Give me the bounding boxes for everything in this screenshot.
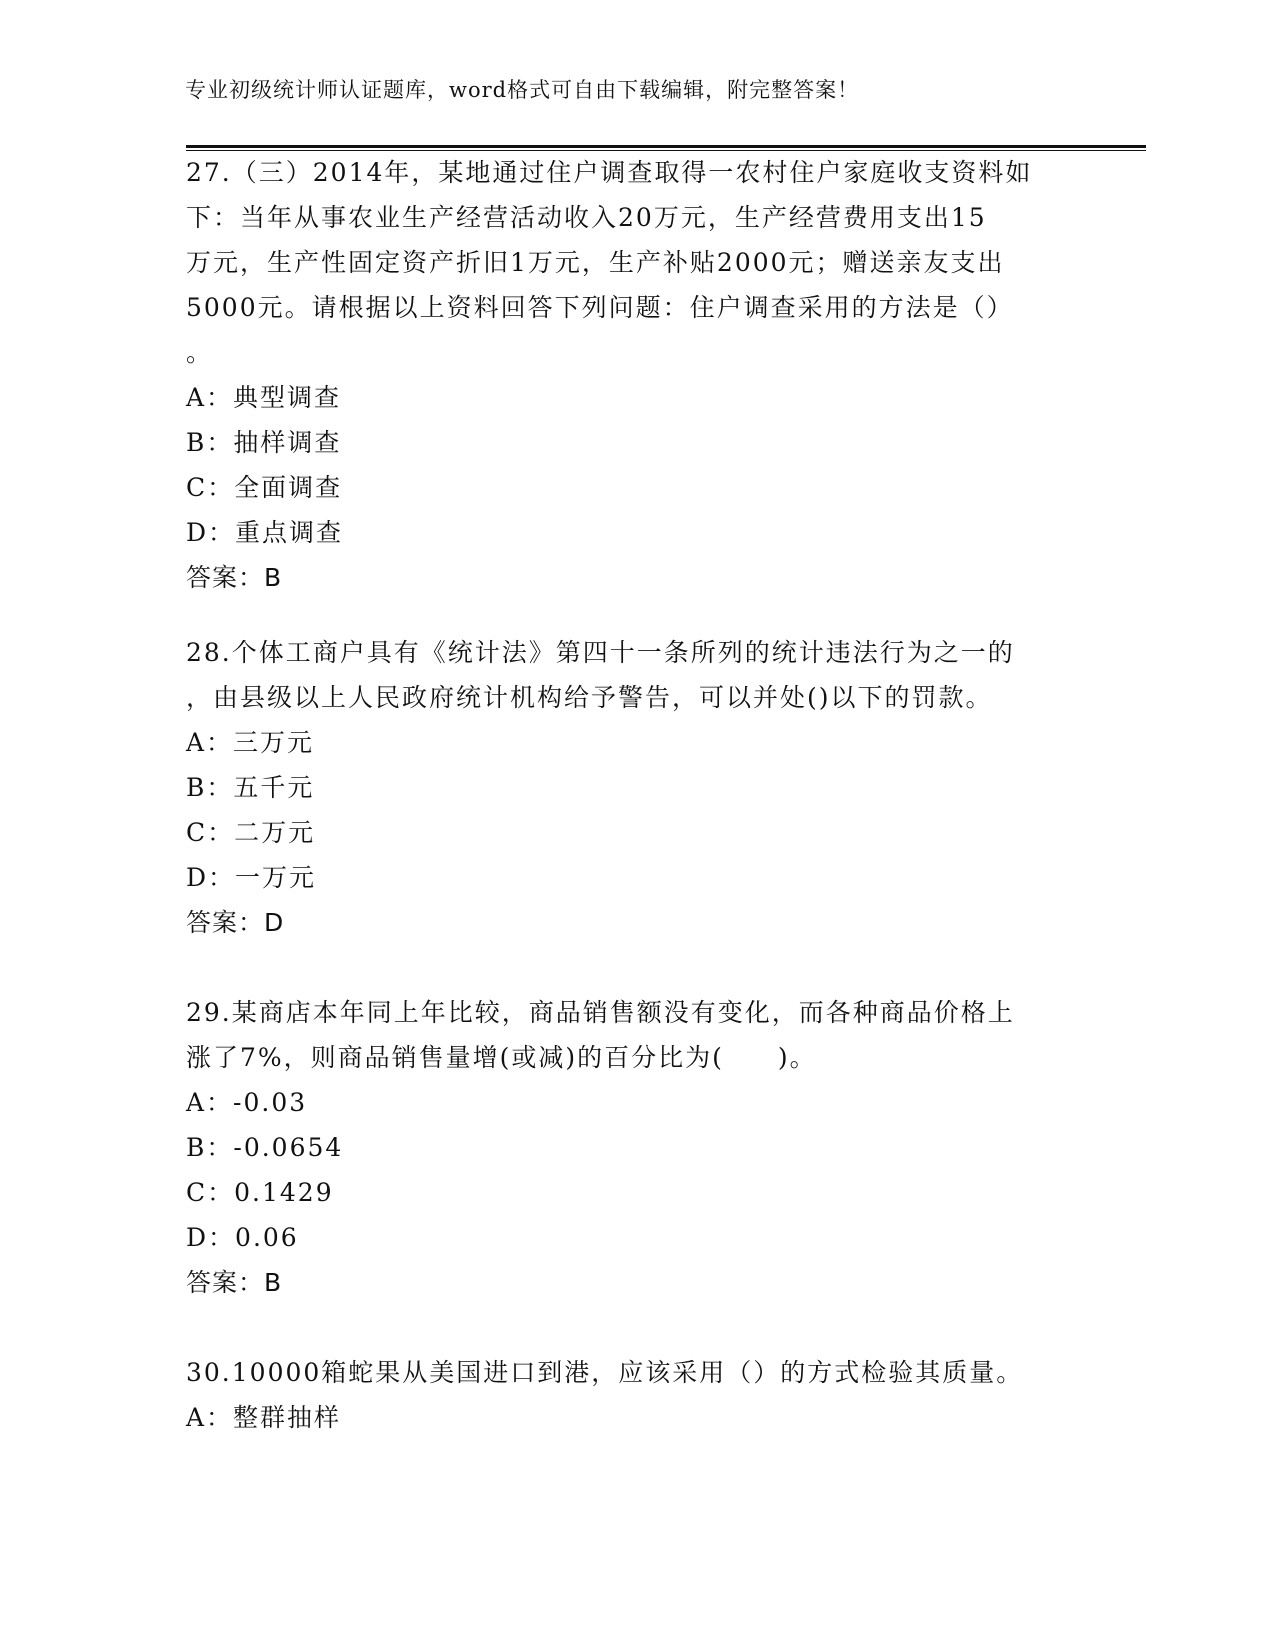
option-c: C：0.1429 — [186, 1178, 334, 1207]
question-text-line: 涨了7%，则商品销售量增(或减)的百分比为( )。 — [186, 1043, 817, 1072]
option-a: A：整群抽样 — [186, 1403, 342, 1432]
question-text-line: 万元，生产性固定资产折旧1万元，生产补贴2000元；赠送亲友支出 — [186, 248, 1005, 277]
option-d: D：一万元 — [186, 863, 317, 892]
question-28 — [186, 630, 1086, 945]
option-a: A：典型调查 — [186, 383, 342, 412]
option-d: D：重点调查 — [186, 518, 344, 547]
question-text-line: ，由县级以上人民政府统计机构给予警告，可以并处()以下的罚款。 — [186, 683, 993, 712]
option-a: A：三万元 — [186, 728, 315, 757]
option-b: B：抽样调查 — [186, 428, 342, 457]
question-27 — [186, 150, 1086, 600]
question-text-line: 。 — [186, 338, 214, 367]
page-header: 专业初级统计师认证题库，word格式可自由下载编辑，附完整答案！ — [185, 78, 860, 102]
question-29 — [186, 990, 1086, 1305]
option-b: B：-0.0654 — [186, 1133, 344, 1162]
question-text-line: 下：当年从事农业生产经营活动收入20万元，生产经营费用支出15 — [186, 203, 987, 232]
question-text-line: 30.10000箱蛇果从美国进口到港，应该采用（）的方式检验其质量。 — [186, 1358, 1024, 1387]
answer-line: 答案：B — [186, 1268, 283, 1297]
option-a: A：-0.03 — [186, 1088, 308, 1117]
question-text-line: 5000元。请根据以上资料回答下列问题：住户调查采用的方法是（） — [186, 293, 1014, 322]
question-text-line: 28.个体工商户具有《统计法》第四十一条所列的统计违法行为之一的 — [186, 638, 1015, 667]
answer-line: 答案：B — [186, 563, 283, 592]
option-b: B：五千元 — [186, 773, 315, 802]
question-30 — [186, 1350, 1086, 1440]
option-c: C：二万元 — [186, 818, 316, 847]
option-c: C：全面调查 — [186, 473, 343, 502]
option-d: D：0.06 — [186, 1223, 299, 1252]
question-text-line: 29.某商店本年同上年比较，商品销售额没有变化，而各种商品价格上 — [186, 998, 1015, 1027]
header-rule-thick — [186, 145, 1146, 148]
question-text-line: 27.（三）2014年，某地通过住户调查取得一农村住户家庭收支资料如 — [186, 158, 1033, 187]
answer-line: 答案：D — [186, 908, 285, 937]
